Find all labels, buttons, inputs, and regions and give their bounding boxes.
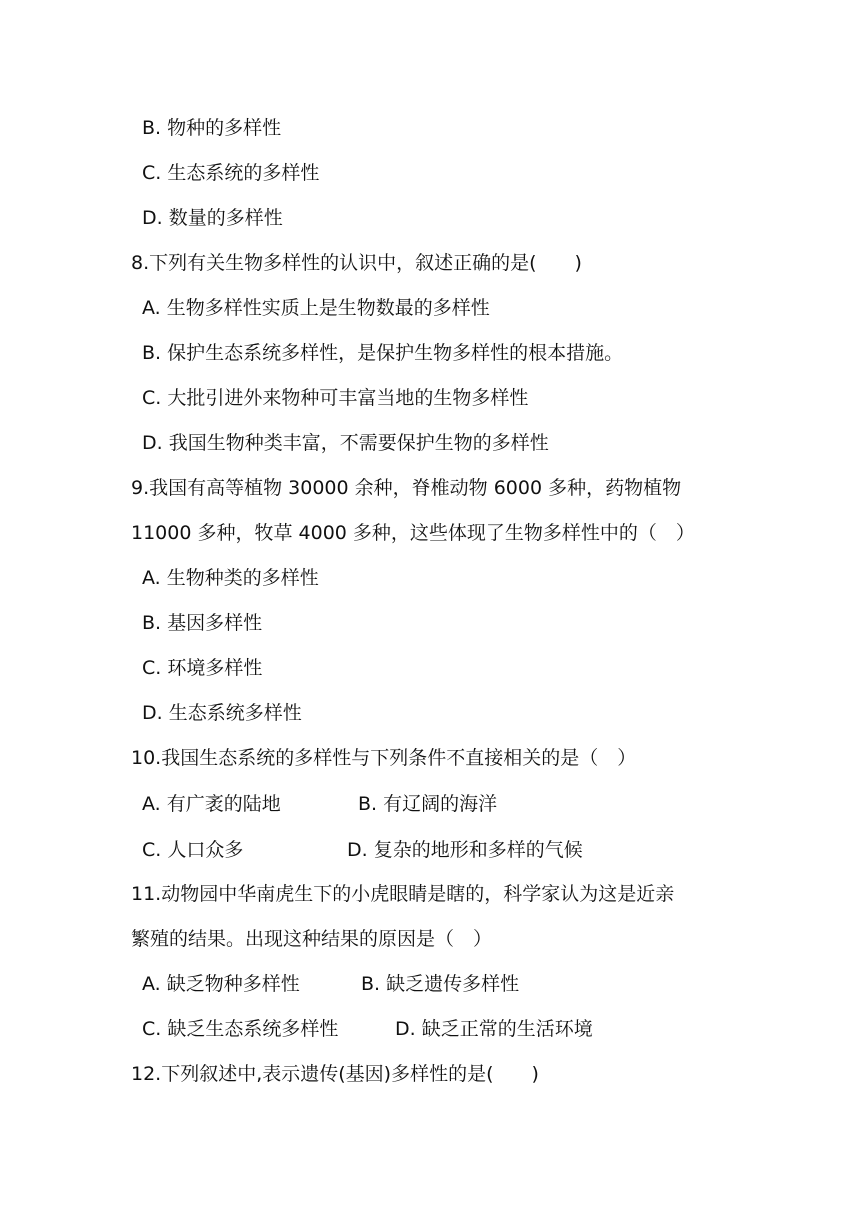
q10-option-d: D. 复杂的地形和多样的气候: [347, 839, 583, 861]
q11-option-c: C. 缺乏生态系统多样性: [142, 1018, 339, 1040]
q7-option-d: D. 数量的多样性: [142, 207, 283, 229]
q9-option-a: A. 生物种类的多样性: [142, 567, 319, 589]
q7-option-b: B. 物种的多样性: [142, 117, 282, 139]
q11-option-d: D. 缺乏正常的生活环境: [395, 1018, 593, 1040]
question-11-line-1: 11.动物园中华南虎生下的小虎眼睛是瞎的，科学家认为这是近亲: [131, 883, 675, 905]
question-11-line-2: 繁殖的结果。出现这种结果的原因是（ ）: [131, 928, 493, 950]
q11-option-a: A. 缺乏物种多样性: [142, 973, 300, 995]
q9-option-d: D. 生态系统多样性: [142, 702, 302, 724]
q8-option-a: A. 生物多样性实质上是生物数最的多样性: [142, 297, 490, 319]
q11-option-b: B. 缺乏遗传多样性: [361, 973, 520, 995]
q10-option-b: B. 有辽阔的海洋: [358, 793, 498, 815]
q8-option-c: C. 大批引进外来物种可丰富当地的生物多样性: [142, 387, 529, 409]
q8-option-b: B. 保护生态系统多样性，是保护生物多样性的根本措施。: [142, 342, 624, 364]
question-12: 12.下列叙述中,表示遗传(基因)多样性的是( ): [131, 1063, 539, 1085]
q10-option-c: C. 人口众多: [142, 839, 244, 861]
question-9-line-2: 11000 多种，牧草 4000 多种，这些体现了生物多样性中的（ ）: [131, 522, 695, 544]
q9-option-c: C. 环境多样性: [142, 657, 263, 679]
q9-option-b: B. 基因多样性: [142, 612, 263, 634]
q10-option-a: A. 有广袤的陆地: [142, 793, 281, 815]
question-10: 10.我国生态系统的多样性与下列条件不直接相关的是（ ）: [131, 747, 637, 769]
question-9-line-1: 9.我国有高等植物 30000 余种，脊椎动物 6000 多种，药物植物: [131, 477, 682, 499]
q7-option-c: C. 生态系统的多样性: [142, 162, 320, 184]
question-8: 8.下列有关生物多样性的认识中，叙述正确的是( ): [131, 252, 582, 274]
q8-option-d: D. 我国生物种类丰富，不需要保护生物的多样性: [142, 432, 549, 454]
